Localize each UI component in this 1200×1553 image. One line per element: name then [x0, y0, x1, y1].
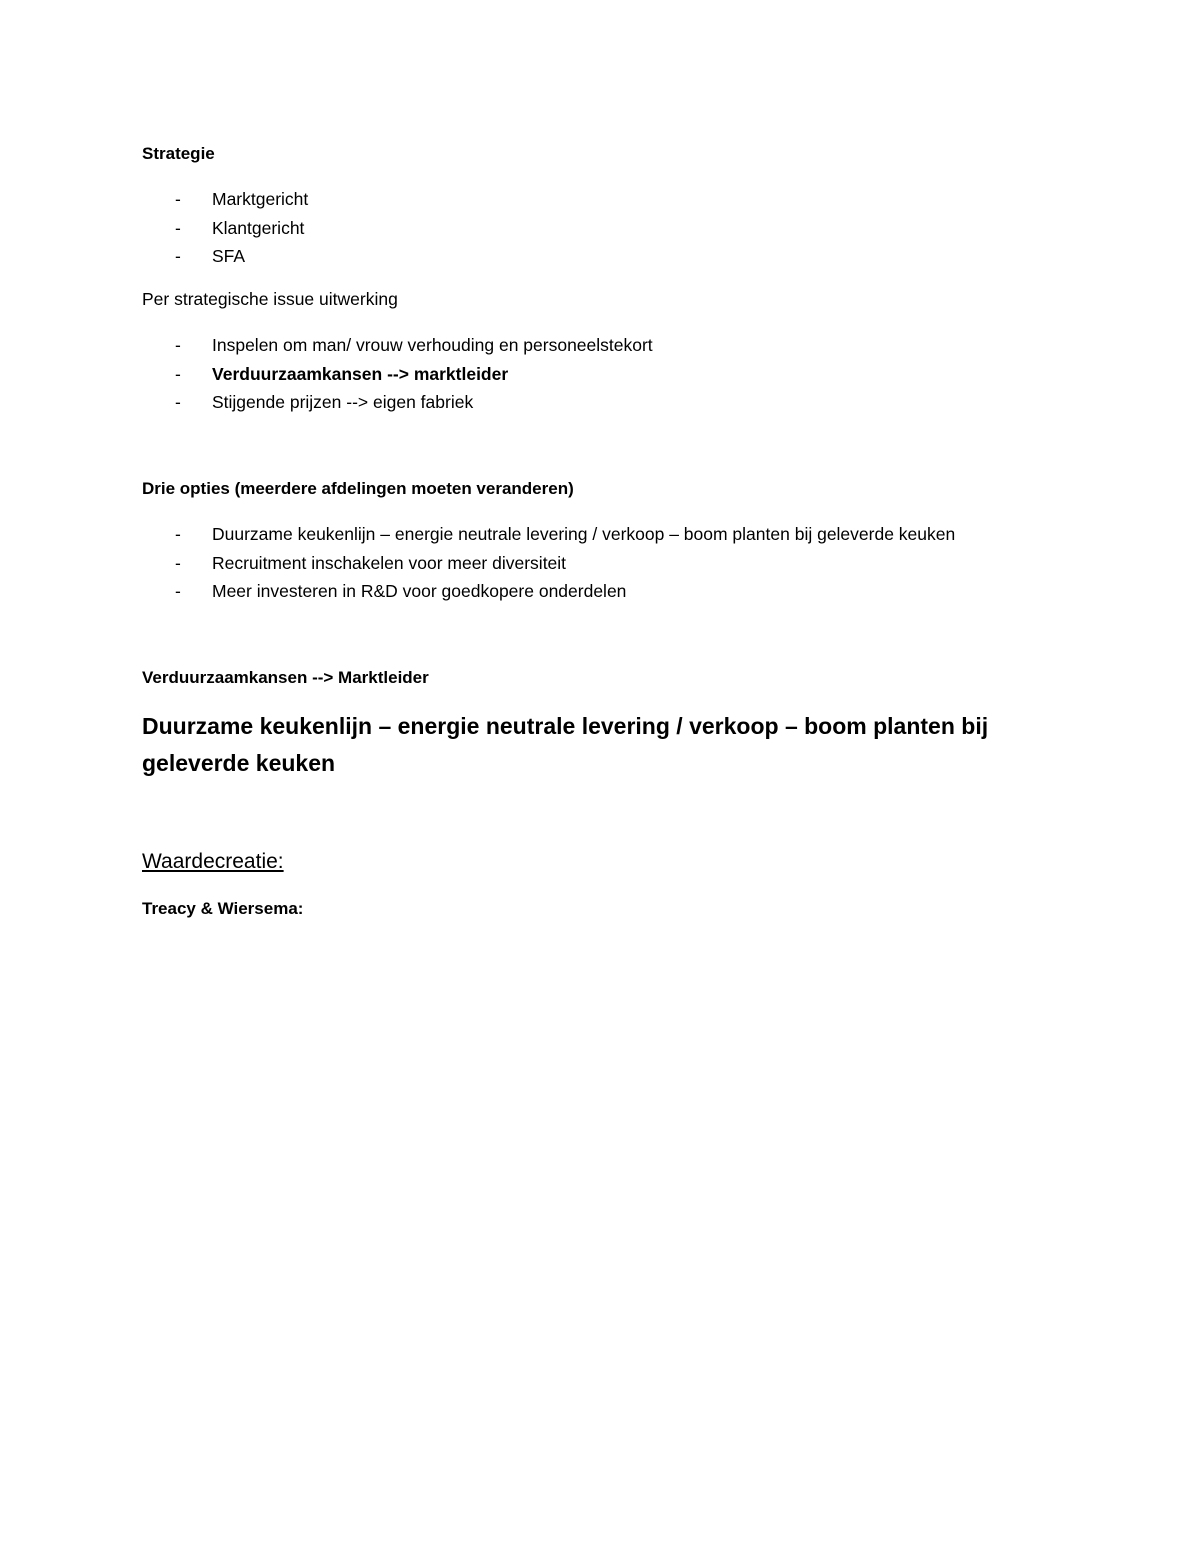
- heading-verduurzaamkansen: Verduurzaamkansen --> Marktleider: [142, 668, 429, 687]
- list-item-text: Meer investeren in R&D voor goedkopere onderdelen: [212, 581, 627, 601]
- dash-bullet: -: [175, 246, 181, 266]
- list-item-text: SFA: [212, 246, 246, 266]
- list-item: [142, 331, 1082, 360]
- dash-bullet: -: [175, 189, 181, 209]
- dash-bullet: -: [175, 217, 181, 238]
- list-item-text: Marktgericht: [212, 189, 309, 209]
- list-item-text: Duurzame keukenlijn – energie neutrale levering / verkoop – boom planten bij geleverde keuken: [212, 524, 956, 544]
- list-item-text: Klantgericht: [212, 217, 305, 238]
- heading-waardecreatie: Waardecreatie:: [142, 850, 284, 873]
- list-item: [142, 577, 1082, 606]
- dash-bullet: -: [175, 335, 181, 355]
- dash-bullet: -: [175, 392, 181, 412]
- list-item: [142, 242, 1082, 271]
- list-item-text: Stijgende prijzen --> eigen fabriek: [212, 392, 474, 412]
- list-strategie: [142, 185, 1082, 271]
- list-item-text: Verduurzaamkansen --> marktleider: [212, 363, 509, 384]
- list-item: [142, 214, 1082, 243]
- paragraph-per-issue: Per strategische issue uitwerking: [142, 289, 398, 309]
- list-item: [142, 520, 1082, 549]
- list-item: [142, 360, 1082, 389]
- heading-duurzame-keukenlijn: Duurzame keukenlijn – energie neutrale levering / verkoop – boom planten bij geleverde keuken: [142, 713, 989, 776]
- list-item-text: Recruitment inschakelen voor meer diversiteit: [212, 552, 567, 573]
- list-item-text: Inspelen om man/ vrouw verhouding en personeelstekort: [212, 335, 653, 355]
- list-item: [142, 185, 1082, 214]
- dash-bullet: -: [175, 363, 181, 384]
- dash-bullet: -: [175, 552, 181, 573]
- dash-bullet: -: [175, 581, 181, 601]
- heading-drie-opties: Drie opties (meerdere afdelingen moeten veranderen): [142, 479, 574, 498]
- list-drie-opties: [142, 520, 1082, 606]
- list-per-issue: [142, 331, 1082, 417]
- list-item: [142, 549, 1082, 578]
- dash-bullet: -: [175, 524, 181, 544]
- list-item: [142, 388, 1082, 417]
- heading-strategie: Strategie: [142, 144, 215, 163]
- heading-treacy-wiersema: Treacy & Wiersema:: [142, 899, 304, 918]
